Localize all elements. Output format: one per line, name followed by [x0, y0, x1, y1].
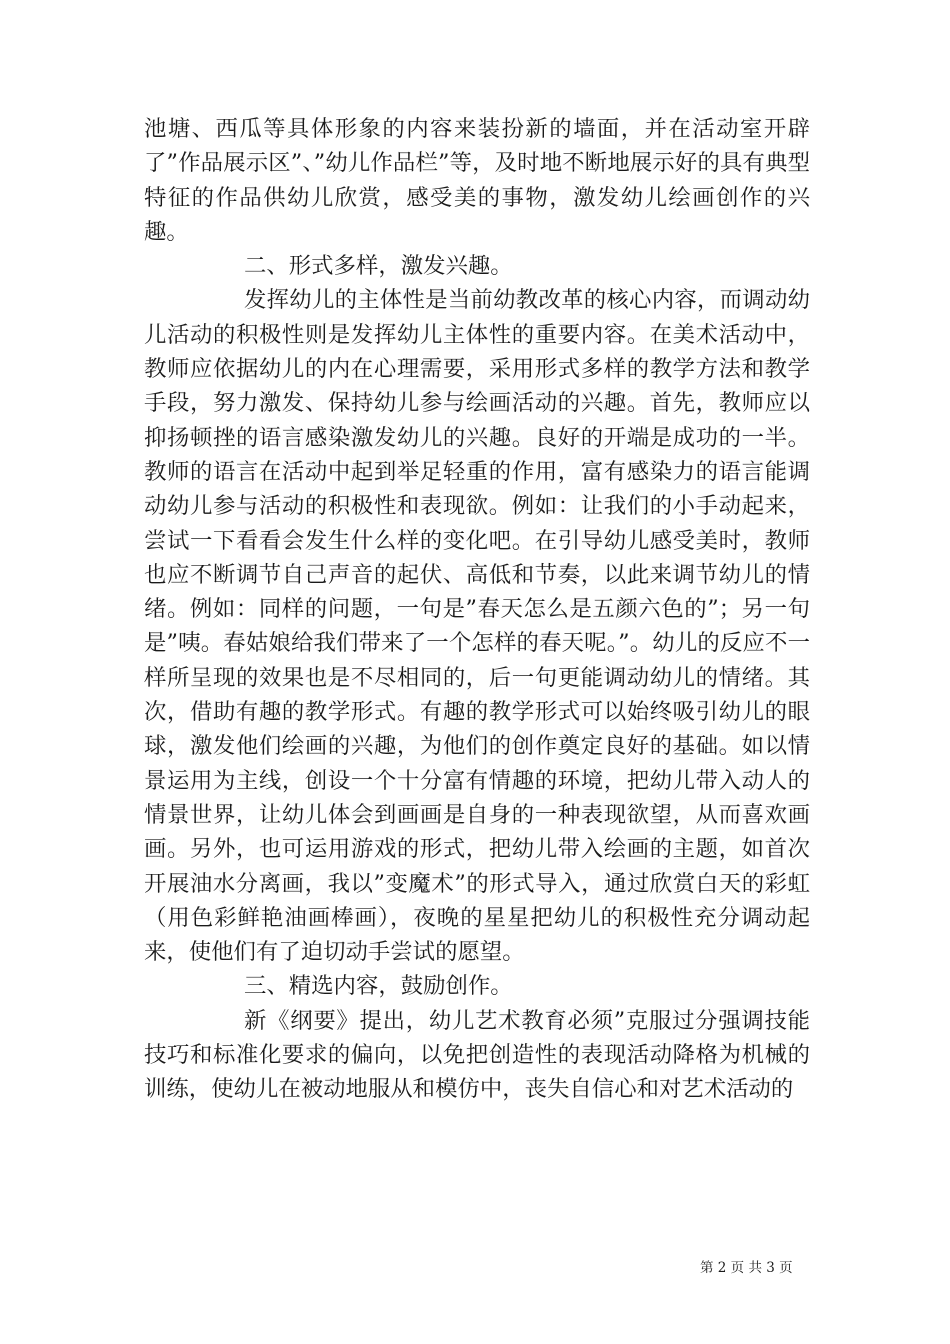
page-number-footer: 第 2 页 共 3 页: [700, 1260, 793, 1276]
document-body: [144, 112, 810, 1107]
body-paragraph: 新《纲要》提出，幼儿艺术教育必须”克服过分强调技能技巧和标准化要求的偏向，以免把创造性的表现活动降格为机械的训练，使幼儿在被动地服从和模仿中，丧失自信心和对艺术活动的: [144, 1007, 810, 1103]
section-heading-three: 三、精选内容，鼓励创作。: [244, 973, 513, 1000]
body-paragraph: 池塘、西瓜等具体形象的内容来装扮新的墙面，并在活动室开辟了”作品展示区”、”幼儿作品栏”等，及时地不断地展示好的具有典型特征的作品供幼儿欣赏，感受美的事物，激发幼儿绘画创作的兴趣。: [144, 116, 810, 245]
body-paragraph: 发挥幼儿的主体性是当前幼教改革的核心内容，而调动幼儿活动的积极性则是发挥幼儿主体性的重要内容。在美术活动中，教师应依据幼儿的内在心理需要，采用形式多样的教学方法和教学手段，努力激发、保持幼儿参与绘画活动的兴趣。首先，教师应以抑扬顿挫的语言感染激发幼儿的兴趣。良好的开端是成功的一半。教师的语言在活动中起到举足轻重的作用，富有感染力的语言能调动幼儿参与活动的积极性和表现欲。例如：让我们的小手动起来，尝试一下看看会发生什么样的变化吧。在引导幼儿感受美时，教师也应不断调节自己声音的起伏、高低和节奏，以此来调节幼儿的情绪。例如：同样的问题，一句是”春天怎么是五颜六色的”；另一句是”咦。春姑娘给我们带来了一个怎样的春天呢。”。幼儿的反应不一样所呈现的效果也是不尽相同的，后一句更能调动幼儿的情绪。其次，借助有趣的教学形式。有趣的教学形式可以始终吸引幼儿的眼球，激发他们绘画的兴趣，为他们的创作奠定良好的基础。如以情景运用为主线，创设一个十分富有情趣的环境，把幼儿带入动人的情景世界，让幼儿体会到画画是自身的一种表现欲望，从而喜欢画画。另外，也可运用游戏的形式，把幼儿带入绘画的主题，如首次开展油水分离画，我以”变魔术”的形式导入，通过欣赏白天的彩虹（用色彩鲜艳油画棒画），夜晚的星星把幼儿的积极性充分调动起来，使他们有了迫切动手尝试的愿望。: [144, 287, 810, 966]
section-heading-two: 二、形式多样，激发兴趣。: [244, 253, 513, 280]
